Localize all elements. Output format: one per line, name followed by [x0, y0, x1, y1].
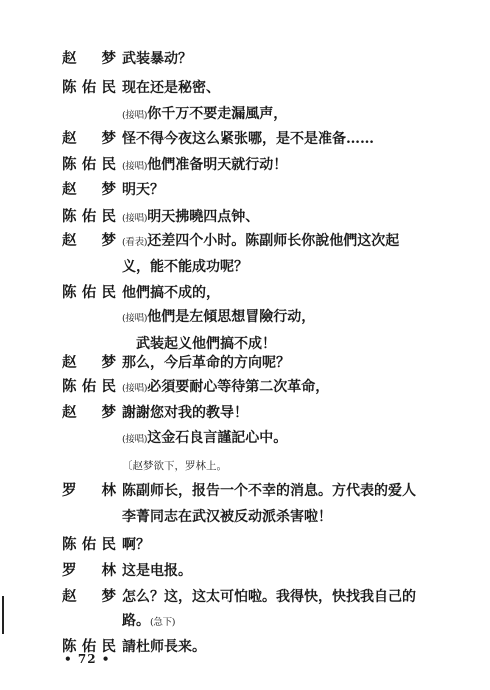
performance-note: (接唱) [122, 110, 148, 121]
dialogue-text [122, 307, 315, 329]
exit-note: (急下) [150, 617, 176, 628]
line-body: 明天？ [122, 182, 164, 198]
dialogue-text [122, 155, 287, 177]
dialogue-text [122, 428, 287, 450]
dialogue-line [0, 587, 490, 613]
speaker-name: 陈佑民 [62, 378, 116, 395]
performance-note: (接唱) [122, 213, 148, 224]
line-body: 义，能不能成功呢？ [122, 259, 248, 275]
line-body: 武装起义他們搞不成！ [122, 336, 276, 352]
line-body: 你千万不要走漏風声， [147, 106, 288, 122]
dialogue-line [0, 207, 490, 233]
speaker-name: 陈佑民 [62, 284, 116, 301]
performance-note: (接唱) [122, 434, 148, 445]
line-body: 现在还是秘密、 [122, 80, 220, 96]
line-body: 那么，今后革命的方向呢？ [122, 355, 290, 371]
dialogue-text [122, 78, 220, 98]
line-body: 武装暴动？ [122, 51, 192, 67]
dialogue-text [122, 403, 248, 423]
dialogue-text [122, 611, 175, 633]
dialogue-line [0, 155, 490, 181]
speaker-name: 陈佑民 [62, 638, 116, 655]
scan-margin-mark [2, 596, 4, 634]
dialogue-line [0, 283, 490, 309]
dialogue-text [122, 180, 164, 200]
line-body: 他們搞不成的， [122, 285, 220, 301]
dialogue-line [0, 78, 490, 104]
line-body: 李菁同志在武汉被反动派杀害啦！ [122, 509, 332, 525]
dialogue-line [0, 428, 490, 454]
dialogue-line [0, 611, 490, 637]
dialogue-text [122, 129, 374, 149]
speaker-name: 陈佑民 [62, 536, 116, 553]
line-body: 陈副师长，报告一个不幸的消息。方代表的爱人 [122, 483, 416, 499]
line-body: 这是电报。 [122, 563, 192, 579]
dialogue-text [122, 637, 206, 657]
line-body: 怎么？这，这太可怕啦。我得快，快找我自己的 [122, 589, 416, 605]
line-body: 謝謝您对我的教导！ [122, 405, 248, 421]
speaker-name: 赵 梦 [62, 130, 116, 147]
dialogue-text [122, 283, 220, 303]
line-body: 他們准备明天就行动！ [147, 157, 288, 173]
dialogue-line [0, 535, 490, 561]
dialogue-line [0, 104, 490, 130]
dialogue-line [0, 403, 490, 429]
speaker-name: 赵 梦 [62, 50, 116, 67]
performance-note: (接唱) [122, 313, 148, 324]
speaker-name: 赵 梦 [62, 354, 116, 371]
speaker-name: 赵 梦 [62, 404, 116, 421]
line-body: 他們是左傾思想冒險行动， [147, 309, 316, 325]
dialogue-text [122, 104, 287, 126]
line-body: 怪不得今夜这么紧张哪，是不是准备…… [122, 131, 374, 147]
dialogue-line [0, 231, 490, 257]
speaker-name: 陈佑民 [62, 208, 116, 225]
dialogue-line [0, 307, 490, 333]
performance-note: (看表) [122, 237, 148, 248]
dialogue-text [122, 231, 399, 253]
line-body: 必須要耐心等待第二次革命， [147, 379, 330, 395]
dialogue-text [122, 353, 290, 373]
line-body: 請杜师長来。 [122, 639, 206, 655]
stage-direction: 〔赵梦欲下，罗林上。 [122, 460, 227, 472]
dialogue-text [122, 561, 192, 581]
dialogue-line [0, 507, 490, 533]
line-body: 还差四个小时。陈副师长你說他們这次起 [147, 233, 400, 249]
dialogue-line [0, 481, 490, 507]
dialogue-text [122, 481, 416, 501]
line-body: 啊？ [122, 537, 150, 553]
dialogue-line [0, 180, 490, 206]
speaker-name: 陈佑民 [62, 156, 116, 173]
speaker-name: 罗 林 [62, 562, 116, 579]
speaker-name: 赵 梦 [62, 232, 116, 249]
dialogue-line [0, 377, 490, 403]
dialogue-text [122, 207, 259, 229]
line-body: 明天拂曉四点钟、 [147, 209, 260, 225]
dialogue-line [0, 353, 490, 379]
speaker-name: 罗 林 [62, 482, 116, 499]
dialogue-line [0, 456, 490, 482]
dialogue-line [0, 257, 490, 283]
performance-note: (接唱) [122, 383, 148, 394]
page-number: • 72 • [64, 652, 111, 666]
line-body: 路。 [122, 613, 150, 629]
speaker-name: 赵 梦 [62, 588, 116, 605]
speaker-name: 陈佑民 [62, 79, 116, 96]
performance-note: (接唱) [122, 161, 148, 172]
dialogue-line [0, 49, 490, 75]
dialogue-text [122, 507, 332, 527]
speaker-name: 赵 梦 [62, 181, 116, 198]
dialogue-text [122, 257, 248, 277]
dialogue-text [122, 535, 150, 555]
dialogue-line [0, 561, 490, 587]
dialogue-text [122, 49, 192, 69]
line-body: 这金石良言謹記心中。 [147, 430, 288, 446]
dialogue-text [122, 587, 416, 607]
dialogue-text [122, 377, 329, 399]
dialogue-text [122, 334, 276, 354]
dialogue-line [0, 129, 490, 155]
